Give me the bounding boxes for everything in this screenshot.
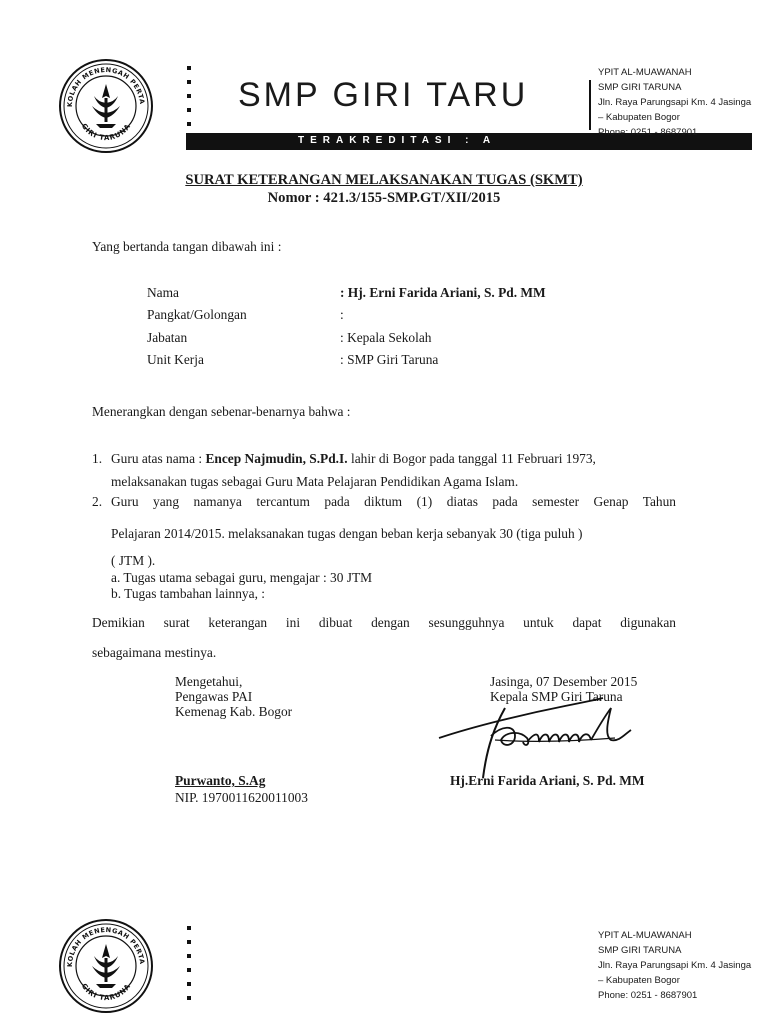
list-number: 1. — [92, 451, 103, 466]
signatory-name: Purwanto, S.Ag — [175, 773, 266, 788]
school-seal-logo — [58, 918, 154, 1014]
contact-block — [598, 65, 751, 140]
document-number: Nomor : 421.3/155-SMP.GT/XII/2015 — [267, 190, 501, 206]
signature-line: Pengawas PAI — [175, 689, 253, 704]
contact-line: Phone: 0251 - 8687901 — [598, 127, 698, 138]
list-item-text: Guru atas nama : Encep Najmudin, S.Pd.I. lahir di Bogor pada tanggal 11 Februari 1973, — [111, 451, 596, 466]
list-number: 2. — [92, 494, 103, 509]
statement-text: Menerangkan dengan sebenar-benarnya bahwa : — [92, 404, 351, 419]
footer-dot-column — [187, 926, 193, 1010]
signatory-title: Kepala SMP Giri Taruna — [490, 689, 623, 704]
field-value: : — [340, 307, 344, 322]
field-value: : Kepala Sekolah — [340, 330, 432, 345]
contact-line: Phone: 0251 - 8687901 — [598, 990, 698, 1001]
contact-line: SMP GIRI TARUNA — [598, 945, 682, 956]
place-date: Jasinga, 07 Desember 2015 — [490, 674, 638, 689]
svg-text:SEKOLAH MENENGAH PERTAMA: KOLAH MENENGAH PERTA — [65, 925, 147, 968]
closing-text: sebagaimana mestinya. — [92, 645, 217, 660]
school-name-heading: SMP GIRI TARU — [238, 76, 529, 114]
contact-block — [598, 928, 751, 1003]
svg-text:SEKOLAH MENENGAH PERTAMA: KOLAH MENENGAH PERTA — [65, 65, 147, 108]
list-item-text: Guru yang namanya tercantum pada diktum (1) diatas pada semester Genap Tahun — [111, 494, 676, 509]
sub-item-text: b. Tugas tambahan lainnya, : — [111, 586, 265, 601]
list-item-text: Pelajaran 2014/2015. melaksanakan tugas dengan beban kerja sebanyak 30 (tiga puluh ) — [111, 526, 583, 541]
field-label: Nama — [147, 285, 179, 300]
school-seal-logo — [58, 58, 154, 154]
contact-line: YPIT AL-MUAWANAH — [598, 930, 692, 941]
contact-line: SMP GIRI TARUNA — [598, 82, 682, 93]
signatory-nip: NIP. 1970011620011003 — [175, 790, 308, 805]
closing-text: Demikian surat keterangan ini dibuat dengan sesungguhnya untuk dapat digunakan — [92, 615, 676, 630]
field-label: Unit Kerja — [147, 352, 204, 367]
field-label: Pangkat/Golongan — [147, 307, 247, 322]
header-vertical-rule — [589, 80, 591, 130]
svg-text:GIRI TARUNA: GIRI TARUNA — [79, 122, 133, 143]
contact-line: – Kabupaten Bogor — [598, 975, 680, 986]
accreditation-label: TERAKREDITASI : A — [298, 135, 497, 146]
teacher-name: Encep Najmudin, S.Pd.I. — [205, 451, 348, 466]
handwritten-signature — [435, 696, 665, 782]
list-item-text: ( JTM ). — [111, 553, 156, 568]
contact-line: YPIT AL-MUAWANAH — [598, 67, 692, 78]
field-label: Jabatan — [147, 330, 188, 345]
field-value: : SMP Giri Taruna — [340, 352, 439, 367]
document-title: SURAT KETERANGAN MELAKSANAKAN TUGAS (SKMT) — [185, 172, 583, 188]
signature-line: Mengetahui, — [175, 674, 243, 689]
list-item-text: melaksanakan tugas sebagai Guru Mata Pelajaran Pendidikan Agama Islam. — [111, 474, 519, 489]
contact-line: – Kabupaten Bogor — [598, 112, 680, 123]
contact-line: Jln. Raya Parungsapi Km. 4 Jasinga — [598, 960, 752, 971]
contact-line: Jln. Raya Parungsapi Km. 4 Jasinga — [598, 97, 752, 108]
intro-text: Yang bertanda tangan dibawah ini : — [92, 239, 282, 254]
signature-line: Kemenag Kab. Bogor — [175, 704, 293, 719]
sub-item-text: a. Tugas utama sebagai guru, mengajar : 30 JTM — [111, 570, 373, 585]
field-value: : Hj. Erni Farida Ariani, S. Pd. MM — [340, 285, 546, 300]
signatory-name: Hj.Erni Farida Ariani, S. Pd. MM — [450, 773, 645, 788]
svg-text:GIRI TARUNA: GIRI TARUNA — [79, 982, 133, 1003]
